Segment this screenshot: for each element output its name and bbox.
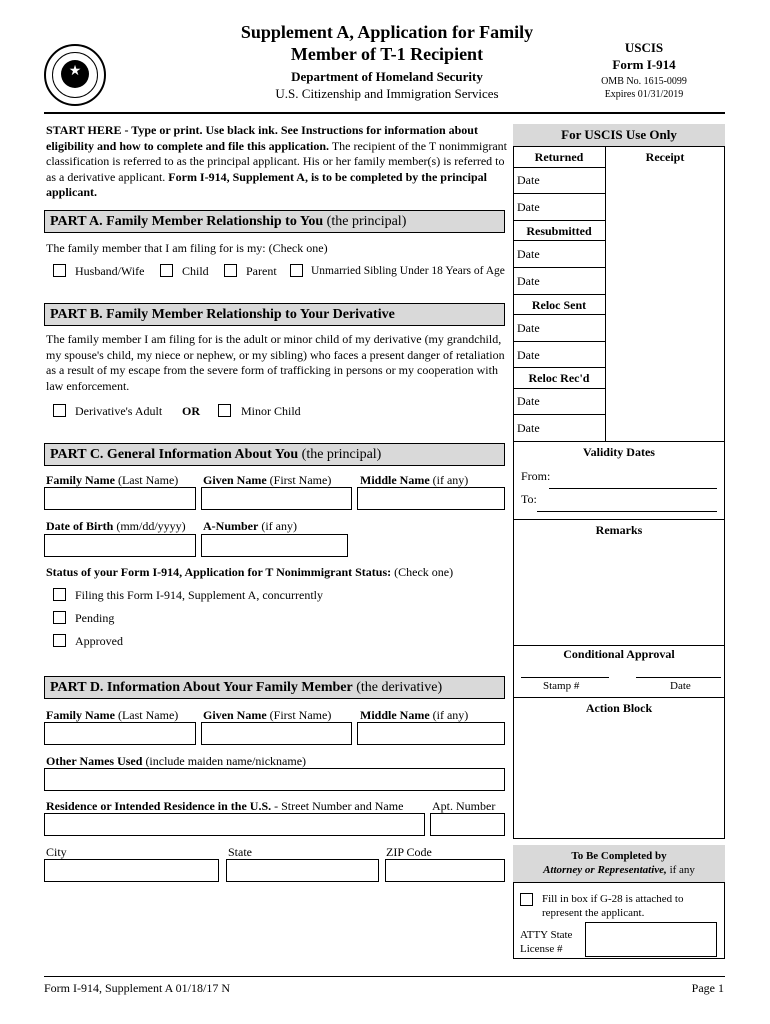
- uscis-column-divider: [605, 147, 606, 441]
- c-given-name-input[interactable]: [201, 487, 352, 510]
- zip-label: ZIP Code: [386, 845, 432, 859]
- receipt-label: Receipt: [645, 150, 685, 164]
- reloc-sent-date-1: Date: [517, 321, 540, 335]
- d-family-name-label: Family Name (Last Name): [46, 708, 179, 722]
- part-a-question: The family member that I am filing for is my: (Check one): [46, 241, 328, 255]
- c-given-name-label: Given Name (First Name): [203, 473, 332, 487]
- status-approved-label: Approved: [75, 634, 123, 648]
- footer-page: Page 1: [691, 981, 724, 995]
- seal-star-icon: ★: [68, 64, 82, 79]
- parent-label: Parent: [246, 264, 277, 278]
- rule: [513, 441, 725, 442]
- rule: [513, 341, 605, 342]
- form-title: Supplement A, Application for Family Member of T-1 Recipient: [240, 22, 534, 64]
- a-number-label: A-Number (if any): [203, 519, 297, 533]
- rule: [513, 193, 605, 194]
- rule: [513, 697, 725, 698]
- d-middle-name-input[interactable]: [357, 722, 505, 745]
- reloc-recd-date-2: Date: [517, 421, 540, 435]
- resubmitted-date-1: Date: [517, 247, 540, 261]
- reloc-sent-date-2: Date: [517, 348, 540, 362]
- resubmitted-label: Resubmitted: [526, 224, 592, 238]
- residence-label: Residence or Intended Residence in the U.S. - Street Number and Name: [46, 799, 404, 813]
- part-d-header: PART D. Information About Your Family Member (the derivative): [44, 676, 505, 699]
- child-label: Child: [182, 264, 209, 278]
- header-rule: [44, 112, 725, 114]
- c-middle-name-label: Middle Name (if any): [360, 473, 469, 487]
- state-label: State: [228, 845, 252, 859]
- status-question: Status of your Form I-914, Application for T Nonimmigrant Status: (Check one): [46, 565, 454, 579]
- street-input[interactable]: [44, 813, 425, 836]
- rule: [513, 314, 605, 315]
- validity-from-label: From:: [521, 469, 551, 483]
- sibling-checkbox[interactable]: [290, 264, 303, 277]
- reloc-sent-label: Reloc Sent: [531, 298, 587, 312]
- atty-label-2: License #: [520, 943, 563, 955]
- expiration: Expires 01/31/2019: [604, 89, 684, 100]
- part-b-paragraph: The family member I am filing for is the adult or minor child of my derivative (my grandchild, my spouse's child, my niece or nephew, or my sibling) who faces a present danger of retaliation as a result of my escape from the severe form of trafficking in persons or my cooperation with law enforcement.: [46, 332, 505, 393]
- attorney-header: To Be Completed by Attorney or Representative, if any: [513, 845, 725, 883]
- d-given-name-input[interactable]: [201, 722, 352, 745]
- conditional-date-label: Date: [670, 680, 691, 692]
- derivatives-adult-label: Derivative's Adult: [75, 404, 163, 418]
- other-names-input[interactable]: [44, 768, 505, 791]
- validity-to-label: To:: [521, 492, 537, 506]
- d-given-name-label: Given Name (First Name): [203, 708, 332, 722]
- c-family-name-input[interactable]: [44, 487, 196, 510]
- agency: USCIS: [624, 40, 664, 55]
- dob-input[interactable]: [44, 534, 196, 557]
- conditional-approval-label: Conditional Approval: [563, 647, 675, 661]
- g28-label: Fill in box if G-28 is attached to represent the applicant.: [542, 893, 684, 919]
- dhs-seal: [44, 44, 106, 106]
- zip-input[interactable]: [385, 859, 505, 882]
- footer-rule: [44, 976, 725, 977]
- husband-wife-checkbox[interactable]: [53, 264, 66, 277]
- resubmitted-date-2: Date: [517, 274, 540, 288]
- rule: [513, 267, 605, 268]
- rule: [513, 240, 605, 241]
- validity-from-line: [549, 488, 717, 489]
- other-names-label: Other Names Used (include maiden name/nickname): [46, 754, 307, 768]
- service-name: U.S. Citizenship and Immigration Services: [275, 86, 499, 101]
- returned-date-2: Date: [517, 200, 540, 214]
- rule: [513, 220, 605, 221]
- d-family-name-input[interactable]: [44, 722, 196, 745]
- c-middle-name-input[interactable]: [357, 487, 505, 510]
- department-name: Department of Homeland Security: [291, 69, 483, 84]
- apt-input[interactable]: [430, 813, 505, 836]
- stamp-line: [521, 677, 609, 678]
- sibling-label: Unmarried Sibling Under 18 Years of Age: [311, 265, 505, 277]
- uscis-use-header: For USCIS Use Only: [513, 124, 725, 147]
- omb-number: OMB No. 1615-0099: [601, 76, 687, 87]
- rule: [513, 414, 605, 415]
- conditional-date-line: [636, 677, 721, 678]
- c-family-name-label: Family Name (Last Name): [46, 473, 179, 487]
- part-a-header: PART A. Family Member Relationship to You (the principal): [44, 210, 505, 233]
- minor-child-checkbox[interactable]: [218, 404, 231, 417]
- status-pending-checkbox[interactable]: [53, 611, 66, 624]
- status-approved-checkbox[interactable]: [53, 634, 66, 647]
- atty-label-1: ATTY State: [520, 929, 573, 941]
- child-checkbox[interactable]: [160, 264, 173, 277]
- atty-license-input[interactable]: [585, 922, 717, 957]
- rule: [513, 294, 605, 295]
- state-input[interactable]: [226, 859, 379, 882]
- rule: [513, 367, 605, 368]
- validity-dates-label: Validity Dates: [583, 445, 655, 459]
- rule: [513, 167, 605, 168]
- rule: [513, 519, 725, 520]
- husband-wife-label: Husband/Wife: [75, 264, 145, 278]
- validity-to-line: [537, 511, 717, 512]
- form-id-block: [574, 40, 714, 101]
- remarks-label: Remarks: [595, 523, 643, 537]
- g28-checkbox[interactable]: [520, 893, 533, 906]
- apt-label: Apt. Number: [432, 799, 496, 813]
- rule: [513, 388, 605, 389]
- action-block-label: Action Block: [585, 701, 653, 715]
- part-b-header: PART B. Family Member Relationship to Your Derivative: [44, 303, 505, 326]
- returned-date-1: Date: [517, 173, 540, 187]
- reloc-recd-date-1: Date: [517, 394, 540, 408]
- footer-form-id: Form I-914, Supplement A 01/18/17 N: [44, 981, 230, 995]
- form-number: Form I-914: [612, 57, 676, 72]
- city-input[interactable]: [44, 859, 219, 882]
- minor-child-label: Minor Child: [241, 404, 301, 418]
- or-label: OR: [182, 404, 200, 418]
- d-middle-name-label: Middle Name (if any): [360, 708, 469, 722]
- a-number-input[interactable]: [201, 534, 348, 557]
- part-c-header: PART C. General Information About You (the principal): [44, 443, 505, 466]
- status-pending-label: Pending: [75, 611, 115, 625]
- rule: [513, 645, 725, 646]
- parent-checkbox[interactable]: [224, 264, 237, 277]
- reloc-recd-label: Reloc Rec'd: [528, 371, 590, 385]
- status-concurrent-label: Filing this Form I-914, Supplement A, concurrently: [75, 588, 323, 602]
- status-concurrent-checkbox[interactable]: [53, 588, 66, 601]
- city-label: City: [46, 845, 67, 859]
- dob-label: Date of Birth (mm/dd/yyyy): [46, 519, 186, 533]
- returned-label: Returned: [534, 150, 584, 164]
- derivatives-adult-checkbox[interactable]: [53, 404, 66, 417]
- stamp-label: Stamp #: [543, 680, 580, 692]
- start-instructions: START HERE - Type or print. Use black ink. See Instructions for information about eligibility and how to complete and file this application. The recipient of the T nonimmigrant classification is referred to as the principal applicant. His or her family member(s) is referred to as a derivative applicant. Form I-914, Supplement A, is to be completed by the principal applicant.: [46, 123, 507, 199]
